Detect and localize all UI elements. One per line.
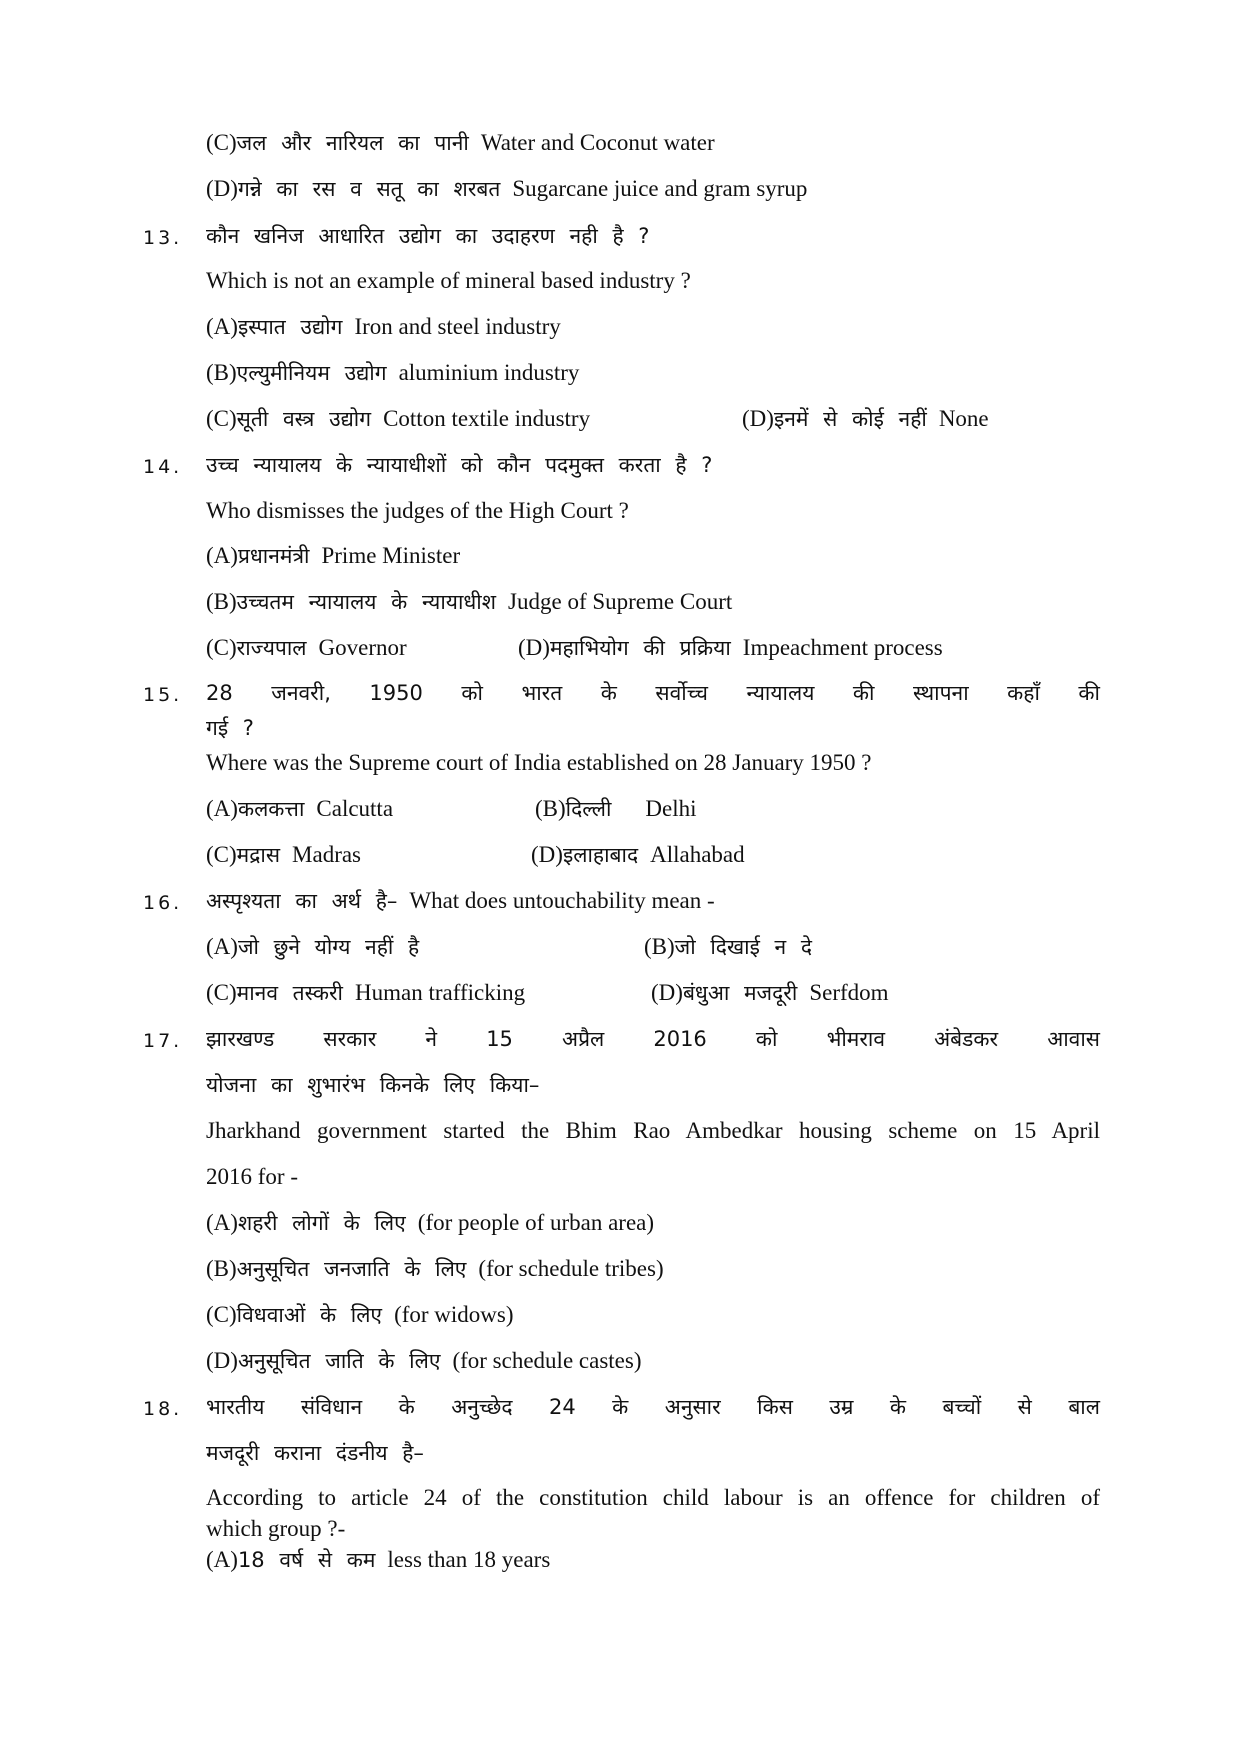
- q15-option-a: [206, 794, 393, 824]
- option-hindi: विधवाओं के लिए: [236, 1303, 383, 1327]
- q16-option-c: [206, 978, 525, 1008]
- option-hindi: सूती वस्त्र उद्योग: [236, 407, 372, 431]
- option-english: (for schedule castes): [452, 1348, 642, 1373]
- option-hindi: मानव तस्करी: [236, 981, 343, 1005]
- option-english: Madras: [292, 842, 362, 867]
- option-english: Prime Minister: [321, 543, 461, 568]
- q15-hindi-line2: गई ?: [206, 716, 254, 740]
- option-english: Iron and steel industry: [354, 314, 561, 339]
- option-english: Cotton textile industry: [383, 406, 591, 431]
- option-english: Governor: [318, 635, 407, 660]
- q16-option-a: [206, 932, 419, 962]
- option-english: Calcutta: [316, 796, 394, 821]
- option-label: (B): [206, 360, 237, 385]
- q12-option-c: [206, 128, 715, 158]
- q13-hindi: कौन खनिज आधारित उद्योग का उदाहरण नही है ?: [206, 224, 650, 248]
- q14-english: Who dismisses the judges of the High Court ?: [206, 498, 629, 523]
- option-hindi: इनमें से कोई नहीं: [773, 407, 927, 431]
- option-hindi: जो छुने योग्य नहीं है: [237, 935, 420, 959]
- option-label: (A): [206, 1547, 238, 1572]
- q17-option-b: [206, 1254, 664, 1284]
- q16-question: [206, 886, 715, 916]
- q16-option-d: [651, 978, 889, 1008]
- q15-number: 15.: [143, 684, 183, 706]
- q14-hindi: उच्च न्यायालय के न्यायाधीशों को कौन पदमुक्त करता है ?: [206, 453, 713, 477]
- option-label: (A): [206, 934, 238, 959]
- q16-option-b: [644, 932, 812, 962]
- q14-option-b: [206, 587, 732, 617]
- q17-option-c: [206, 1300, 514, 1330]
- option-english: Judge of Supreme Court: [508, 589, 733, 614]
- option-english: (for people of urban area): [417, 1210, 655, 1235]
- q17-option-a: [206, 1208, 654, 1238]
- q13-option-b: [206, 358, 579, 388]
- option-label: (B): [535, 796, 566, 821]
- q18-hindi-line1: भारतीय संविधान के अनुच्छेद 24 के अनुसार किस उम्र के बच्चों से बाल: [206, 1395, 1100, 1419]
- q16-english: What does untouchability mean -: [409, 888, 715, 913]
- option-english: Allahabad: [650, 842, 745, 867]
- option-hindi: उच्चतम न्यायालय के न्यायाधीश: [236, 590, 497, 614]
- q15-option-b: [535, 794, 697, 824]
- option-hindi: मद्रास: [236, 843, 281, 867]
- option-label: (D): [742, 406, 774, 431]
- q17-english-line2: 2016 for -: [206, 1164, 298, 1189]
- option-english: Impeachment process: [742, 635, 943, 660]
- option-hindi: इस्पात उद्योग: [237, 315, 343, 339]
- q18-english-line1: According to article 24 of the constitution child labour is an offence for children of: [206, 1485, 1100, 1510]
- option-hindi: गन्ने का रस व सतू का शरबत: [237, 177, 501, 201]
- option-english: less than 18 years: [387, 1547, 551, 1572]
- option-hindi: कलकत्ता: [237, 797, 305, 821]
- option-hindi: इलाहाबाद: [562, 843, 639, 867]
- option-label: (A): [206, 314, 238, 339]
- option-label: (C): [206, 842, 237, 867]
- option-english: Delhi: [645, 796, 697, 821]
- option-label: (C): [206, 635, 237, 660]
- q12-option-d: [206, 174, 807, 204]
- option-label: (D): [206, 176, 238, 201]
- q18-number: 18.: [143, 1398, 183, 1420]
- q13-option-d: [742, 404, 989, 434]
- q16-number: 16.: [143, 892, 183, 914]
- q17-hindi-line2: योजना का शुभारंभ किनके लिए किया–: [206, 1073, 540, 1097]
- option-hindi: एल्युमीनियम उद्योग: [236, 361, 387, 385]
- q14-option-c: [206, 633, 407, 663]
- option-label: (A): [206, 543, 238, 568]
- option-label: (B): [206, 1256, 237, 1281]
- option-label: (A): [206, 1210, 238, 1235]
- q16-hindi: अस्पृश्यता का अर्थ है–: [206, 889, 398, 913]
- q15-option-c: [206, 840, 361, 870]
- q13-english: Which is not an example of mineral based industry ?: [206, 268, 691, 293]
- q13-option-a: [206, 312, 561, 342]
- q17-option-d: [206, 1346, 641, 1376]
- option-english: Serfdom: [809, 980, 889, 1005]
- option-label: (C): [206, 130, 237, 155]
- q14-number: 14.: [143, 456, 183, 478]
- option-english: Sugarcane juice and gram syrup: [512, 176, 808, 201]
- option-label: (C): [206, 406, 237, 431]
- q18-option-a: [206, 1545, 550, 1575]
- option-english: Water and Coconut water: [480, 130, 715, 155]
- q13-option-c: [206, 404, 590, 434]
- option-hindi: दिल्ली: [565, 797, 612, 821]
- option-label: (C): [206, 980, 237, 1005]
- q14-option-d: [518, 633, 943, 663]
- option-label: (B): [644, 934, 675, 959]
- option-english: None: [938, 406, 989, 431]
- option-hindi: बंधुआ मजदूरी: [682, 981, 798, 1005]
- option-label: (C): [206, 1302, 237, 1327]
- q17-english-line1: Jharkhand government started the Bhim Rao Ambedkar housing scheme on 15 April: [206, 1118, 1100, 1143]
- option-english: Human trafficking: [354, 980, 526, 1005]
- q15-hindi-line1: 28 जनवरी, 1950 को भारत के सर्वोच्च न्यायालय की स्थापना कहाँ की: [206, 681, 1100, 705]
- option-hindi: महाभियोग की प्रक्रिया: [549, 636, 731, 660]
- q17-number: 17.: [143, 1030, 183, 1052]
- q14-option-a: [206, 541, 460, 571]
- q15-english: Where was the Supreme court of India established on 28 January 1950 ?: [206, 750, 872, 775]
- q18-english-line2: which group ?-: [206, 1516, 346, 1541]
- option-label: (D): [651, 980, 683, 1005]
- option-label: (B): [206, 589, 237, 614]
- option-hindi: राज्यपाल: [236, 636, 307, 660]
- option-hindi: अनुसूचित जाति के लिए: [237, 1349, 441, 1373]
- option-hindi: जल और नारियल का पानी: [236, 131, 469, 155]
- option-english: (for widows): [394, 1302, 514, 1327]
- q13-number: 13.: [143, 227, 183, 249]
- option-hindi: प्रधानमंत्री: [237, 544, 310, 568]
- option-hindi: अनुसूचित जनजाति के लिए: [236, 1257, 467, 1281]
- q15-option-d: [531, 840, 745, 870]
- option-hindi: शहरी लोगों के लिए: [237, 1211, 406, 1235]
- option-hindi: जो दिखाई न दे: [674, 935, 813, 959]
- option-label: (D): [206, 1348, 238, 1373]
- option-english: (for schedule tribes): [478, 1256, 664, 1281]
- q18-hindi-line2: मजदूरी कराना दंडनीय है–: [206, 1441, 424, 1465]
- q17-hindi-line1: झारखण्ड सरकार ने 15 अप्रैल 2016 को भीमराव अंबेडकर आवास: [206, 1027, 1100, 1051]
- option-english: aluminium industry: [398, 360, 580, 385]
- option-label: (A): [206, 796, 238, 821]
- option-hindi: 18 वर्ष से कम: [237, 1548, 376, 1572]
- option-label: (D): [518, 635, 550, 660]
- option-label: (D): [531, 842, 563, 867]
